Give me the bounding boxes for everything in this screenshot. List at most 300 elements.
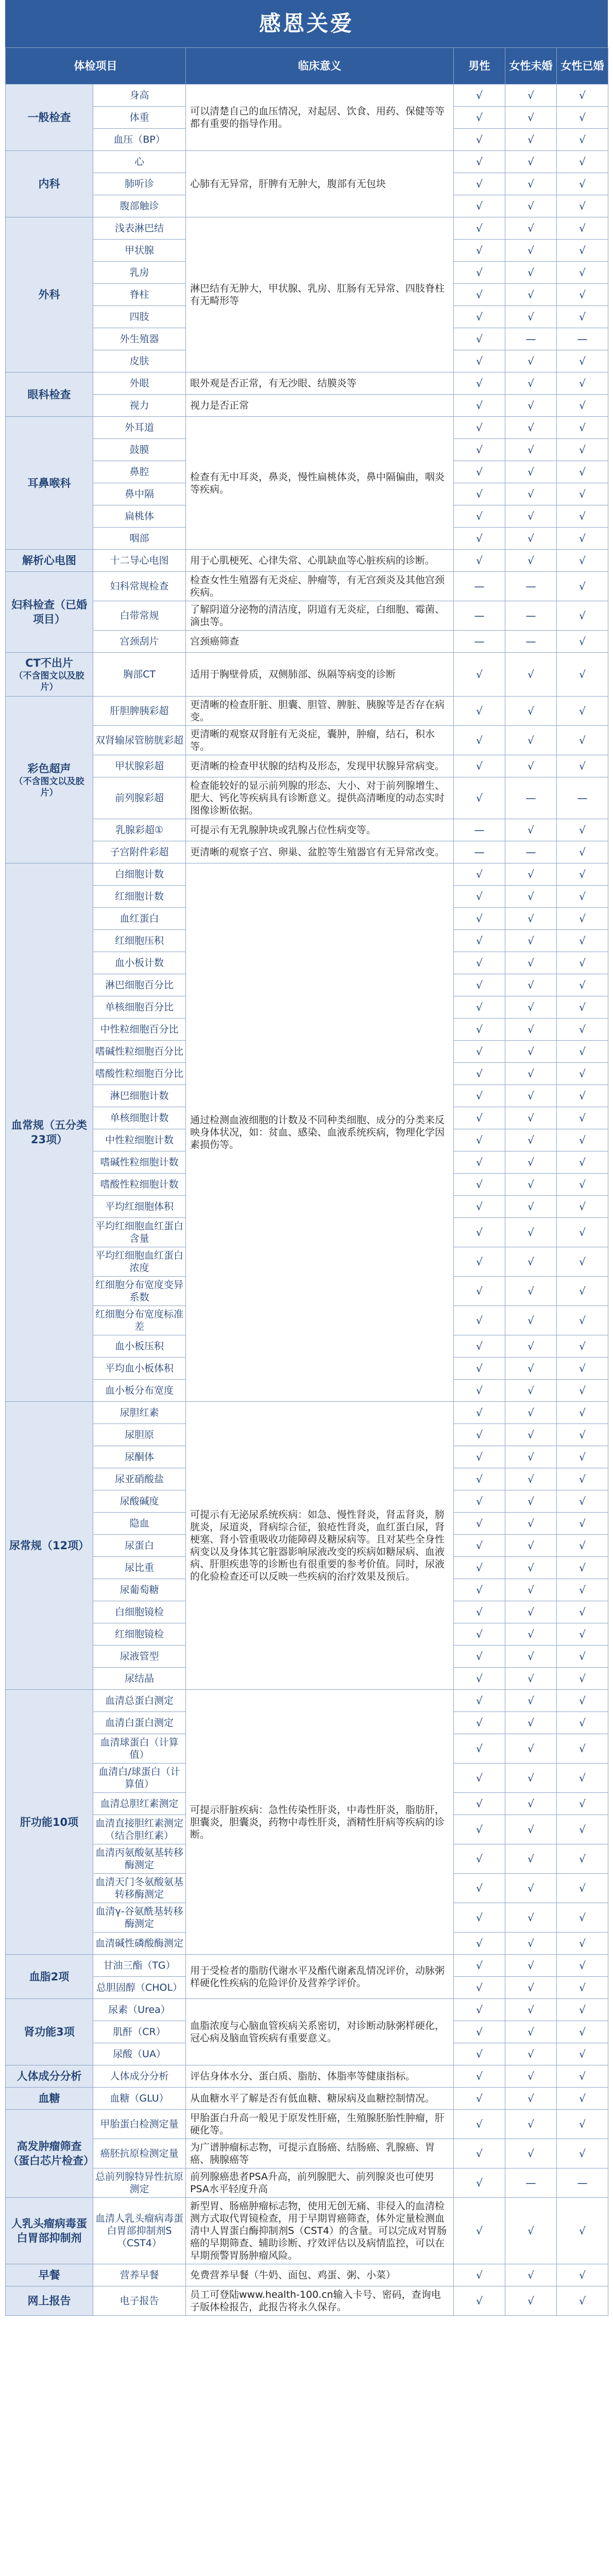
female-married-mark: √ [557, 1085, 608, 1107]
category-label: 耳鼻喉科 [27, 477, 71, 489]
item-name: 隐血 [93, 1513, 186, 1535]
female-married-mark: √ [557, 1490, 608, 1513]
male-mark: √ [454, 505, 505, 528]
female-unmarried-mark: √ [505, 372, 557, 395]
female-married-mark: √ [557, 372, 608, 395]
male-mark: √ [454, 1874, 505, 1903]
male-mark: √ [454, 1903, 505, 1933]
male-mark: √ [454, 2088, 505, 2110]
item-name: 妇科常规检查 [93, 572, 186, 601]
male-mark: √ [454, 1844, 505, 1874]
female-married-mark: √ [557, 2198, 608, 2264]
clinical-meaning: 用于受检者的脂肪代谢水平及酯代谢紊乱情况评价，动脉粥样硬化性疾病的危险评价及营养学评价。 [186, 1955, 454, 1999]
clinical-meaning: 员工可登陆www.health-100.cn输入卡号、密码，查询电子版体检报告，此报告将永久保存。 [186, 2286, 454, 2316]
male-mark: √ [454, 1196, 505, 1218]
item-name: 尿胆原 [93, 1424, 186, 1446]
clinical-meaning: 心肺有无异常，肝脾有无肿大，腹部有无包块 [186, 151, 454, 217]
item-name: 红细胞分布宽度标准差 [93, 1306, 186, 1335]
table-row [6, 1955, 608, 1977]
clinical-meaning: 可提示有无泌尿系统疾病：如急、慢性肾炎，肾盂肾炎，膀胱炎，尿道炎，肾病综合征，狼疮性肾炎，血红蛋白尿，肾梗塞、肾小管重吸收功能障碍及糖尿病等。且对某些全身性病变以及身体其它脏器影响尿液改变的疾病如糖尿病、血液病、肝胆疾患等的诊断也有很重要的参考价值。同时，尿液的化验检查还可以反映一些疾病的治疗效果及预后。 [186, 1402, 454, 1690]
female-married-mark: — [557, 777, 608, 819]
item-name: 营养早餐 [93, 2264, 186, 2286]
female-married-mark: √ [557, 129, 608, 151]
clinical-meaning: 宫颈癌筛查 [186, 631, 454, 653]
male-mark: √ [454, 1690, 505, 1712]
category-label: 眼科检查 [27, 388, 71, 401]
clinical-meaning: 检查能较好的显示前列腺的形态、大小、对于前列腺增生、肥大、钙化等疾病具有诊断意义。提供高清晰度的动态实时图像诊断依据。 [186, 777, 454, 819]
category-label: 人体成分分析 [16, 2070, 82, 2082]
item-name: 电子报告 [93, 2286, 186, 2316]
category-cell [6, 863, 93, 1402]
female-married-mark: √ [557, 84, 608, 107]
female-unmarried-mark: √ [505, 1306, 557, 1335]
item-name: 鼓膜 [93, 439, 186, 461]
female-unmarried-mark: √ [505, 1955, 557, 1977]
female-unmarried-mark: √ [505, 1579, 557, 1601]
female-married-mark: √ [557, 107, 608, 129]
female-unmarried-mark: √ [505, 1218, 557, 1247]
table-row [6, 755, 608, 777]
female-married-mark: √ [557, 1623, 608, 1646]
male-mark: — [454, 631, 505, 653]
header-meaning: 临床意义 [186, 48, 454, 84]
female-married-mark: √ [557, 697, 608, 726]
item-name: 嗜碱性粒细胞百分比 [93, 1041, 186, 1063]
item-name: 血小板压积 [93, 1335, 186, 1358]
item-name: 嗜酸性粒细胞百分比 [93, 1063, 186, 1085]
female-unmarried-mark: √ [505, 2198, 557, 2264]
female-unmarried-mark: √ [505, 1174, 557, 1196]
male-mark: √ [454, 1977, 505, 1999]
header-male: 男性 [454, 48, 505, 84]
item-name: 皮肤 [93, 350, 186, 372]
female-unmarried-mark: √ [505, 974, 557, 996]
item-name: 肺听诊 [93, 173, 186, 195]
item-name: 白带常规 [93, 601, 186, 631]
item-name: 乳腺彩超① [93, 819, 186, 841]
category-label: 血脂2项 [29, 1970, 70, 1983]
item-name: 腹部触诊 [93, 195, 186, 217]
female-unmarried-mark: √ [505, 173, 557, 195]
item-name: 宫颈刮片 [93, 631, 186, 653]
female-unmarried-mark: √ [505, 1196, 557, 1218]
table-row [6, 2264, 608, 2286]
category-cell [6, 572, 93, 653]
category-cell [6, 217, 93, 372]
male-mark: — [454, 601, 505, 631]
female-married-mark: √ [557, 483, 608, 505]
item-name: 血糖（GLU） [93, 2088, 186, 2110]
male-mark: √ [454, 306, 505, 328]
female-married-mark: √ [557, 1513, 608, 1535]
female-unmarried-mark: √ [505, 1358, 557, 1380]
female-married-mark: √ [557, 195, 608, 217]
male-mark: √ [454, 886, 505, 908]
item-name: 总胆固醇（CHOL） [93, 1977, 186, 1999]
category-label: 妇科检查（已婚项目） [11, 599, 87, 625]
male-mark: √ [454, 863, 505, 886]
female-married-mark: √ [557, 1874, 608, 1903]
female-married-mark: √ [557, 461, 608, 483]
clinical-meaning: 更清晰的检查肝脏、胆囊、胆管、脾脏、胰腺等是否存在病变。 [186, 697, 454, 726]
male-mark: √ [454, 1129, 505, 1151]
item-name: 嗜酸性粒细胞计数 [93, 1174, 186, 1196]
category-label: CT不出片 [25, 657, 73, 669]
female-unmarried-mark: — [505, 631, 557, 653]
female-unmarried-mark: √ [505, 1041, 557, 1063]
category-label: 肾功能3项 [24, 2026, 75, 2038]
male-mark: √ [454, 653, 505, 697]
male-mark: √ [454, 1764, 505, 1793]
item-name: 胸部CT [93, 653, 186, 697]
female-married-mark: — [557, 2168, 608, 2198]
female-married-mark: √ [557, 930, 608, 952]
item-name: 血清总蛋白测定 [93, 1690, 186, 1712]
female-married-mark: √ [557, 2264, 608, 2286]
item-name: 嗜碱性粒细胞计数 [93, 1151, 186, 1174]
female-unmarried-mark: √ [505, 2139, 557, 2168]
female-married-mark: √ [557, 1734, 608, 1764]
male-mark: √ [454, 129, 505, 151]
clinical-meaning: 眼外观是否正常，有无沙眼、结膜炎等 [186, 372, 454, 395]
table-row [6, 777, 608, 819]
male-mark: √ [454, 1174, 505, 1196]
female-unmarried-mark: — [505, 328, 557, 350]
table-row [6, 601, 608, 631]
table-row [6, 417, 608, 439]
male-mark: √ [454, 1085, 505, 1107]
female-married-mark: √ [557, 2021, 608, 2043]
male-mark: √ [454, 1513, 505, 1535]
male-mark: √ [454, 1424, 505, 1446]
item-name: 红细胞分布宽度变异系数 [93, 1277, 186, 1306]
table-row [6, 2088, 608, 2110]
female-unmarried-mark: √ [505, 952, 557, 974]
item-name: 外耳道 [93, 417, 186, 439]
item-name: 淋巴细胞计数 [93, 1085, 186, 1107]
female-unmarried-mark: √ [505, 996, 557, 1019]
male-mark: √ [454, 1446, 505, 1468]
male-mark: √ [454, 240, 505, 262]
female-unmarried-mark: √ [505, 1424, 557, 1446]
clinical-meaning: 更清晰的观察子宫、卵巢、盆腔等生殖器官有无异常改变。 [186, 841, 454, 863]
female-married-mark: √ [557, 528, 608, 550]
category-label: 肝功能10项 [20, 1816, 79, 1828]
item-name: 尿比重 [93, 1557, 186, 1579]
item-name: 身高 [93, 84, 186, 107]
table-row [6, 863, 608, 886]
female-married-mark: √ [557, 1196, 608, 1218]
item-name: 双肾输尿管膀胱彩超 [93, 726, 186, 755]
table-row [6, 2168, 608, 2198]
female-unmarried-mark: √ [505, 1815, 557, 1844]
female-married-mark: √ [557, 550, 608, 572]
item-name: 总前列腺特异性抗原测定 [93, 2168, 186, 2198]
female-unmarried-mark: √ [505, 1668, 557, 1690]
male-mark: √ [454, 550, 505, 572]
category-label: 血糖 [38, 2092, 60, 2105]
female-married-mark: √ [557, 1063, 608, 1085]
male-mark: √ [454, 1019, 505, 1041]
male-mark: √ [454, 996, 505, 1019]
female-married-mark: √ [557, 1468, 608, 1490]
item-name: 血小板计数 [93, 952, 186, 974]
female-married-mark: √ [557, 1999, 608, 2021]
category-cell [6, 2286, 93, 2316]
female-unmarried-mark: √ [505, 2088, 557, 2110]
category-label: 外科 [38, 289, 60, 301]
male-mark: √ [454, 1955, 505, 1977]
item-name: 平均红细胞体积 [93, 1196, 186, 1218]
male-mark: √ [454, 1277, 505, 1306]
male-mark: √ [454, 328, 505, 350]
male-mark: √ [454, 974, 505, 996]
male-mark: √ [454, 908, 505, 930]
female-married-mark: √ [557, 2110, 608, 2139]
male-mark: √ [454, 1306, 505, 1335]
female-unmarried-mark: √ [505, 1335, 557, 1358]
female-married-mark: √ [557, 262, 608, 284]
clinical-meaning: 了解阴道分泌物的清洁度，阴道有无炎症，白细胞、霉菌、滴虫等。 [186, 601, 454, 631]
female-unmarried-mark: √ [505, 1999, 557, 2021]
table-row [6, 1690, 608, 1712]
male-mark: √ [454, 417, 505, 439]
table-row [6, 2286, 608, 2316]
category-label: 早餐 [38, 2269, 60, 2281]
item-name: 单核细胞计数 [93, 1107, 186, 1129]
item-name: 脊柱 [93, 284, 186, 306]
female-unmarried-mark: √ [505, 1019, 557, 1041]
header-item: 体检项目 [6, 48, 186, 84]
category-label: 血常规（五分类23项） [11, 1119, 87, 1146]
female-married-mark: √ [557, 952, 608, 974]
male-mark: √ [454, 173, 505, 195]
female-unmarried-mark: √ [505, 1446, 557, 1468]
clinical-meaning: 可以清楚自己的血压情况，对起居、饮食、用药、保健等等都有重要的指导作用。 [186, 84, 454, 151]
female-unmarried-mark: √ [505, 1623, 557, 1646]
item-name: 十二导心电图 [93, 550, 186, 572]
female-married-mark: √ [557, 2065, 608, 2088]
female-married-mark: √ [557, 1358, 608, 1380]
male-mark: √ [454, 372, 505, 395]
female-unmarried-mark: √ [505, 1402, 557, 1424]
male-mark: — [454, 819, 505, 841]
male-mark: √ [454, 2264, 505, 2286]
female-married-mark: √ [557, 1402, 608, 1424]
female-married-mark: √ [557, 1646, 608, 1668]
item-name: 尿结晶 [93, 1668, 186, 1690]
female-unmarried-mark: √ [505, 1764, 557, 1793]
female-married-mark: √ [557, 173, 608, 195]
item-name: 尿蛋白 [93, 1535, 186, 1557]
item-name: 浅表淋巴结 [93, 217, 186, 240]
male-mark: √ [454, 1557, 505, 1579]
female-unmarried-mark: √ [505, 2264, 557, 2286]
female-married-mark: √ [557, 2139, 608, 2168]
item-name: 血清白/球蛋白（计算值） [93, 1764, 186, 1793]
female-married-mark: √ [557, 240, 608, 262]
male-mark: √ [454, 2110, 505, 2139]
female-unmarried-mark: √ [505, 2286, 557, 2316]
clinical-meaning: 可提示有无乳腺肿块或乳腺占位性病变等。 [186, 819, 454, 841]
female-unmarried-mark: √ [505, 306, 557, 328]
item-name: 中性粒细胞计数 [93, 1129, 186, 1151]
female-unmarried-mark: √ [505, 1557, 557, 1579]
table-row [6, 1999, 608, 2021]
female-unmarried-mark: √ [505, 1107, 557, 1129]
female-married-mark: √ [557, 1933, 608, 1955]
male-mark: √ [454, 1933, 505, 1955]
female-married-mark: √ [557, 395, 608, 417]
clinical-meaning: 检查女性生殖器有无炎症、肿瘤等，有无宫颈炎及其他宫颈疾病。 [186, 572, 454, 601]
item-name: 体重 [93, 107, 186, 129]
female-married-mark: √ [557, 1712, 608, 1734]
male-mark: √ [454, 461, 505, 483]
female-married-mark: √ [557, 1977, 608, 1999]
item-name: 血压（BP） [93, 129, 186, 151]
female-married-mark: √ [557, 284, 608, 306]
item-name: 甲状腺 [93, 240, 186, 262]
male-mark: √ [454, 1041, 505, 1063]
table-row [6, 726, 608, 755]
item-name: 血清γ-谷氨酰基转移酶测定 [93, 1903, 186, 1933]
category-cell [6, 84, 93, 151]
item-name: 尿液管型 [93, 1646, 186, 1668]
female-married-mark: √ [557, 1815, 608, 1844]
female-unmarried-mark: √ [505, 1490, 557, 1513]
item-name: 尿酸碱度 [93, 1490, 186, 1513]
item-name: 扁桃体 [93, 505, 186, 528]
category-cell [6, 1690, 93, 1955]
female-unmarried-mark: √ [505, 417, 557, 439]
table-row [6, 2065, 608, 2088]
male-mark: √ [454, 1646, 505, 1668]
clinical-meaning: 新型胃、肠癌肿瘤标志物，使用无创无痛、非侵入的血清检测方式取代胃镜检查，用于早期胃癌筛查，体外定量检测血清中人胃蛋白酶抑制剂S（CST4）的含量。可以完成对胃肠癌的早期筛查、辅助诊断、疗效评估以及病情监控，可以在早期预警胃肠肿瘤风险。 [186, 2198, 454, 2264]
female-unmarried-mark: √ [505, 1277, 557, 1306]
male-mark: √ [454, 107, 505, 129]
item-name: 甘油三酯（TG） [93, 1955, 186, 1977]
female-unmarried-mark: √ [505, 819, 557, 841]
male-mark: √ [454, 1712, 505, 1734]
male-mark: √ [454, 1579, 505, 1601]
item-name: 单核细胞百分比 [93, 996, 186, 1019]
item-name: 尿胆红素 [93, 1402, 186, 1424]
category-cell [6, 2198, 93, 2264]
category-cell [6, 1955, 93, 1999]
female-unmarried-mark: √ [505, 1247, 557, 1277]
female-unmarried-mark: — [505, 572, 557, 601]
category-cell [6, 2088, 93, 2110]
item-name: 平均红细胞血红蛋白浓度 [93, 1247, 186, 1277]
item-name: 肝胆脾胰彩超 [93, 697, 186, 726]
female-married-mark: √ [557, 841, 608, 863]
table-row [6, 1402, 608, 1424]
female-married-mark: √ [557, 755, 608, 777]
female-married-mark: √ [557, 505, 608, 528]
item-name: 甲胎蛋白检测定量 [93, 2110, 186, 2139]
female-unmarried-mark: √ [505, 1646, 557, 1668]
category-cell [6, 2264, 93, 2286]
item-name: 血清天门冬氨酸氨基转移酶测定 [93, 1874, 186, 1903]
male-mark: √ [454, 1247, 505, 1277]
male-mark: √ [454, 483, 505, 505]
male-mark: √ [454, 1668, 505, 1690]
item-name: 血小板分布宽度 [93, 1380, 186, 1402]
category-cell [6, 1999, 93, 2065]
female-married-mark: √ [557, 1019, 608, 1041]
female-married-mark: √ [557, 1277, 608, 1306]
female-unmarried-mark: √ [505, 262, 557, 284]
category-note: （不含图文以及胶片） [14, 671, 84, 692]
female-unmarried-mark: √ [505, 1085, 557, 1107]
female-unmarried-mark: √ [505, 1690, 557, 1712]
male-mark: √ [454, 1999, 505, 2021]
female-unmarried-mark: √ [505, 1535, 557, 1557]
item-name: 尿素（Urea） [93, 1999, 186, 2021]
female-married-mark: √ [557, 1535, 608, 1557]
male-mark: √ [454, 1535, 505, 1557]
female-unmarried-mark: √ [505, 2043, 557, 2065]
item-name: 子宫附件彩超 [93, 841, 186, 863]
table-body [6, 84, 608, 2316]
male-mark: √ [454, 697, 505, 726]
male-mark: √ [454, 284, 505, 306]
table-row [6, 819, 608, 841]
female-married-mark: √ [557, 306, 608, 328]
female-unmarried-mark: √ [505, 697, 557, 726]
item-name: 平均血小板体积 [93, 1358, 186, 1380]
male-mark: √ [454, 528, 505, 550]
male-mark: √ [454, 1107, 505, 1129]
female-unmarried-mark: √ [505, 195, 557, 217]
category-label: 高发肿瘤筛查（蛋白芯片检查） [8, 2140, 94, 2167]
clinical-meaning: 免费营养早餐（牛奶、面包、鸡蛋、粥、小菜） [186, 2264, 454, 2286]
female-married-mark: √ [557, 1446, 608, 1468]
item-name: 人体成分分析 [93, 2065, 186, 2088]
female-married-mark: √ [557, 908, 608, 930]
female-unmarried-mark: √ [505, 1513, 557, 1535]
female-unmarried-mark: √ [505, 395, 557, 417]
female-unmarried-mark: √ [505, 550, 557, 572]
item-name: 尿亚硝酸盐 [93, 1468, 186, 1490]
male-mark: √ [454, 2065, 505, 2088]
female-married-mark: √ [557, 439, 608, 461]
item-name: 甲状腺彩超 [93, 755, 186, 777]
item-name: 血清白蛋白测定 [93, 1712, 186, 1734]
male-mark: √ [454, 1793, 505, 1815]
female-married-mark: √ [557, 1380, 608, 1402]
female-unmarried-mark: √ [505, 1793, 557, 1815]
male-mark: √ [454, 726, 505, 755]
female-unmarried-mark: √ [505, 1380, 557, 1402]
female-unmarried-mark: √ [505, 1734, 557, 1764]
category-label: 网上报告 [27, 2295, 71, 2307]
female-married-mark: √ [557, 2043, 608, 2065]
category-cell [6, 2065, 93, 2088]
male-mark: √ [454, 2198, 505, 2264]
female-married-mark: √ [557, 1844, 608, 1874]
clinical-meaning: 视力是否正常 [186, 395, 454, 417]
female-unmarried-mark: √ [505, 107, 557, 129]
item-name: 血红蛋白 [93, 908, 186, 930]
male-mark: √ [454, 930, 505, 952]
item-name: 外眼 [93, 372, 186, 395]
female-married-mark: √ [557, 1955, 608, 1977]
female-unmarried-mark: √ [505, 908, 557, 930]
male-mark: √ [454, 2286, 505, 2316]
item-name: 血清直接胆红素测定（结合胆红素） [93, 1815, 186, 1844]
clinical-meaning: 更清晰的观察双肾脏有无炎症，囊肿，肿瘤，结石，积水等。 [186, 726, 454, 755]
